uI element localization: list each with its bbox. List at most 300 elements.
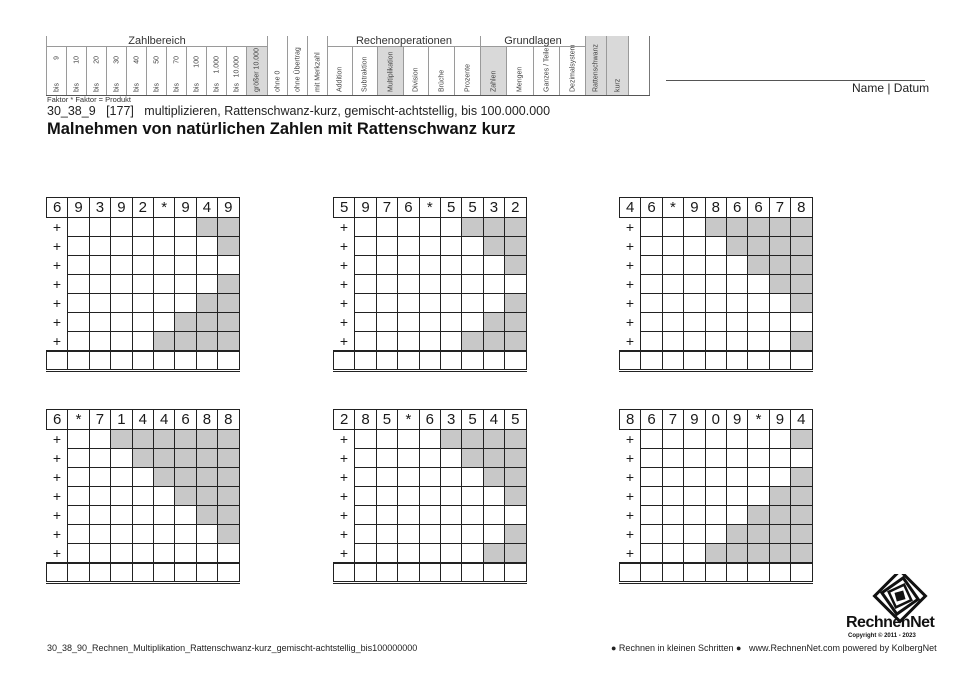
answer-cell[interactable] [132, 256, 153, 275]
answer-cell[interactable] [355, 525, 376, 544]
result-cell[interactable] [153, 351, 174, 371]
result-cell[interactable] [705, 351, 726, 371]
shaded-answer-cell[interactable] [726, 544, 747, 563]
result-cell[interactable] [748, 351, 769, 371]
answer-cell[interactable] [89, 449, 110, 468]
answer-cell[interactable] [376, 468, 397, 487]
answer-cell[interactable] [419, 544, 440, 563]
shaded-answer-cell[interactable] [218, 218, 239, 237]
result-cell[interactable] [47, 563, 68, 583]
answer-cell[interactable] [662, 256, 683, 275]
answer-cell[interactable] [419, 218, 440, 237]
answer-cell[interactable] [641, 487, 662, 506]
answer-cell[interactable] [705, 313, 726, 332]
answer-cell[interactable] [726, 313, 747, 332]
shaded-answer-cell[interactable] [791, 256, 812, 275]
answer-cell[interactable] [440, 506, 461, 525]
shaded-answer-cell[interactable] [175, 487, 196, 506]
shaded-answer-cell[interactable] [769, 237, 790, 256]
answer-cell[interactable] [111, 275, 132, 294]
answer-cell[interactable] [483, 487, 504, 506]
shaded-answer-cell[interactable] [505, 294, 526, 313]
answer-cell[interactable] [462, 294, 483, 313]
answer-cell[interactable] [641, 275, 662, 294]
answer-cell[interactable] [111, 218, 132, 237]
result-cell[interactable] [662, 351, 683, 371]
answer-cell[interactable] [218, 256, 239, 275]
shaded-answer-cell[interactable] [791, 468, 812, 487]
answer-cell[interactable] [89, 544, 110, 563]
answer-cell[interactable] [355, 256, 376, 275]
answer-cell[interactable] [111, 525, 132, 544]
answer-cell[interactable] [111, 506, 132, 525]
answer-cell[interactable] [483, 294, 504, 313]
answer-cell[interactable] [376, 218, 397, 237]
answer-cell[interactable] [355, 237, 376, 256]
shaded-answer-cell[interactable] [791, 506, 812, 525]
answer-cell[interactable] [68, 313, 89, 332]
answer-cell[interactable] [483, 525, 504, 544]
answer-cell[interactable] [376, 256, 397, 275]
answer-cell[interactable] [153, 294, 174, 313]
shaded-answer-cell[interactable] [505, 313, 526, 332]
result-cell[interactable] [218, 351, 239, 371]
answer-cell[interactable] [791, 449, 812, 468]
answer-cell[interactable] [419, 256, 440, 275]
result-cell[interactable] [419, 351, 440, 371]
answer-cell[interactable] [132, 468, 153, 487]
answer-cell[interactable] [376, 487, 397, 506]
shaded-answer-cell[interactable] [791, 525, 812, 544]
shaded-answer-cell[interactable] [769, 275, 790, 294]
answer-cell[interactable] [111, 544, 132, 563]
shaded-answer-cell[interactable] [483, 430, 504, 449]
shaded-answer-cell[interactable] [462, 332, 483, 351]
answer-cell[interactable] [748, 294, 769, 313]
answer-cell[interactable] [68, 332, 89, 351]
answer-cell[interactable] [132, 525, 153, 544]
answer-cell[interactable] [419, 313, 440, 332]
answer-cell[interactable] [398, 506, 419, 525]
answer-cell[interactable] [68, 430, 89, 449]
answer-cell[interactable] [684, 313, 705, 332]
answer-cell[interactable] [153, 506, 174, 525]
answer-cell[interactable] [462, 468, 483, 487]
answer-cell[interactable] [440, 487, 461, 506]
answer-cell[interactable] [641, 294, 662, 313]
answer-cell[interactable] [440, 449, 461, 468]
answer-cell[interactable] [769, 468, 790, 487]
result-cell[interactable] [684, 351, 705, 371]
shaded-answer-cell[interactable] [196, 468, 217, 487]
answer-cell[interactable] [641, 256, 662, 275]
shaded-answer-cell[interactable] [483, 218, 504, 237]
answer-cell[interactable] [175, 506, 196, 525]
shaded-answer-cell[interactable] [769, 487, 790, 506]
shaded-answer-cell[interactable] [505, 449, 526, 468]
result-cell[interactable] [791, 351, 812, 371]
answer-cell[interactable] [726, 275, 747, 294]
answer-cell[interactable] [641, 525, 662, 544]
answer-cell[interactable] [398, 430, 419, 449]
answer-cell[interactable] [89, 237, 110, 256]
answer-cell[interactable] [111, 313, 132, 332]
answer-cell[interactable] [440, 275, 461, 294]
shaded-answer-cell[interactable] [218, 506, 239, 525]
answer-cell[interactable] [705, 256, 726, 275]
answer-cell[interactable] [376, 275, 397, 294]
answer-cell[interactable] [705, 237, 726, 256]
answer-cell[interactable] [748, 275, 769, 294]
answer-cell[interactable] [196, 256, 217, 275]
answer-cell[interactable] [662, 525, 683, 544]
shaded-answer-cell[interactable] [218, 313, 239, 332]
answer-cell[interactable] [662, 218, 683, 237]
answer-cell[interactable] [684, 256, 705, 275]
shaded-answer-cell[interactable] [483, 449, 504, 468]
shaded-answer-cell[interactable] [748, 256, 769, 275]
answer-cell[interactable] [68, 218, 89, 237]
shaded-answer-cell[interactable] [218, 430, 239, 449]
answer-cell[interactable] [462, 237, 483, 256]
answer-cell[interactable] [641, 430, 662, 449]
result-cell[interactable] [132, 563, 153, 583]
answer-cell[interactable] [684, 275, 705, 294]
result-cell[interactable] [334, 563, 355, 583]
shaded-answer-cell[interactable] [791, 430, 812, 449]
answer-cell[interactable] [462, 506, 483, 525]
shaded-answer-cell[interactable] [726, 525, 747, 544]
answer-cell[interactable] [726, 332, 747, 351]
result-cell[interactable] [196, 563, 217, 583]
answer-cell[interactable] [153, 544, 174, 563]
answer-cell[interactable] [111, 332, 132, 351]
result-cell[interactable] [641, 563, 662, 583]
shaded-answer-cell[interactable] [196, 218, 217, 237]
shaded-answer-cell[interactable] [791, 275, 812, 294]
answer-cell[interactable] [483, 506, 504, 525]
answer-cell[interactable] [355, 430, 376, 449]
shaded-answer-cell[interactable] [483, 544, 504, 563]
answer-cell[interactable] [748, 313, 769, 332]
answer-cell[interactable] [132, 544, 153, 563]
answer-cell[interactable] [748, 468, 769, 487]
answer-cell[interactable] [705, 430, 726, 449]
answer-cell[interactable] [419, 275, 440, 294]
answer-cell[interactable] [132, 218, 153, 237]
answer-cell[interactable] [89, 468, 110, 487]
answer-cell[interactable] [132, 487, 153, 506]
shaded-answer-cell[interactable] [218, 237, 239, 256]
shaded-answer-cell[interactable] [196, 332, 217, 351]
answer-cell[interactable] [376, 506, 397, 525]
answer-cell[interactable] [355, 506, 376, 525]
answer-cell[interactable] [89, 218, 110, 237]
answer-cell[interactable] [398, 544, 419, 563]
answer-cell[interactable] [398, 218, 419, 237]
result-cell[interactable] [748, 563, 769, 583]
shaded-answer-cell[interactable] [462, 430, 483, 449]
answer-cell[interactable] [355, 313, 376, 332]
shaded-answer-cell[interactable] [196, 430, 217, 449]
answer-cell[interactable] [132, 313, 153, 332]
answer-cell[interactable] [398, 525, 419, 544]
result-cell[interactable] [153, 563, 174, 583]
answer-cell[interactable] [355, 544, 376, 563]
result-cell[interactable] [398, 351, 419, 371]
answer-cell[interactable] [726, 294, 747, 313]
shaded-answer-cell[interactable] [705, 218, 726, 237]
shaded-answer-cell[interactable] [483, 237, 504, 256]
answer-cell[interactable] [355, 468, 376, 487]
answer-cell[interactable] [398, 237, 419, 256]
answer-cell[interactable] [726, 487, 747, 506]
answer-cell[interactable] [684, 294, 705, 313]
shaded-answer-cell[interactable] [769, 218, 790, 237]
shaded-answer-cell[interactable] [505, 468, 526, 487]
shaded-answer-cell[interactable] [483, 313, 504, 332]
answer-cell[interactable] [68, 449, 89, 468]
shaded-answer-cell[interactable] [505, 525, 526, 544]
shaded-answer-cell[interactable] [483, 468, 504, 487]
answer-cell[interactable] [684, 332, 705, 351]
shaded-answer-cell[interactable] [218, 487, 239, 506]
answer-cell[interactable] [419, 449, 440, 468]
answer-cell[interactable] [748, 430, 769, 449]
answer-cell[interactable] [355, 294, 376, 313]
result-cell[interactable] [111, 351, 132, 371]
answer-cell[interactable] [355, 275, 376, 294]
answer-cell[interactable] [376, 525, 397, 544]
answer-cell[interactable] [505, 275, 526, 294]
shaded-answer-cell[interactable] [111, 430, 132, 449]
answer-cell[interactable] [398, 256, 419, 275]
answer-cell[interactable] [769, 313, 790, 332]
result-cell[interactable] [505, 351, 526, 371]
answer-cell[interactable] [662, 237, 683, 256]
shaded-answer-cell[interactable] [218, 294, 239, 313]
shaded-answer-cell[interactable] [440, 430, 461, 449]
answer-cell[interactable] [89, 487, 110, 506]
answer-cell[interactable] [462, 544, 483, 563]
answer-cell[interactable] [153, 313, 174, 332]
shaded-answer-cell[interactable] [483, 332, 504, 351]
answer-cell[interactable] [726, 449, 747, 468]
answer-cell[interactable] [196, 275, 217, 294]
answer-cell[interactable] [791, 313, 812, 332]
answer-cell[interactable] [483, 256, 504, 275]
result-cell[interactable] [726, 351, 747, 371]
answer-cell[interactable] [419, 430, 440, 449]
answer-cell[interactable] [748, 332, 769, 351]
answer-cell[interactable] [68, 506, 89, 525]
answer-cell[interactable] [440, 256, 461, 275]
answer-cell[interactable] [705, 468, 726, 487]
answer-cell[interactable] [89, 430, 110, 449]
result-cell[interactable] [505, 563, 526, 583]
answer-cell[interactable] [89, 256, 110, 275]
result-cell[interactable] [175, 351, 196, 371]
answer-cell[interactable] [684, 449, 705, 468]
answer-cell[interactable] [726, 256, 747, 275]
answer-cell[interactable] [769, 449, 790, 468]
answer-cell[interactable] [483, 275, 504, 294]
answer-cell[interactable] [153, 218, 174, 237]
shaded-answer-cell[interactable] [791, 332, 812, 351]
result-cell[interactable] [175, 563, 196, 583]
answer-cell[interactable] [218, 544, 239, 563]
answer-cell[interactable] [68, 468, 89, 487]
result-cell[interactable] [334, 351, 355, 371]
answer-cell[interactable] [132, 294, 153, 313]
answer-cell[interactable] [196, 544, 217, 563]
result-cell[interactable] [684, 563, 705, 583]
shaded-answer-cell[interactable] [153, 468, 174, 487]
answer-cell[interactable] [419, 332, 440, 351]
result-cell[interactable] [620, 351, 641, 371]
result-cell[interactable] [769, 563, 790, 583]
shaded-answer-cell[interactable] [748, 218, 769, 237]
answer-cell[interactable] [662, 544, 683, 563]
shaded-answer-cell[interactable] [505, 332, 526, 351]
answer-cell[interactable] [684, 237, 705, 256]
shaded-answer-cell[interactable] [705, 544, 726, 563]
answer-cell[interactable] [89, 525, 110, 544]
answer-cell[interactable] [662, 275, 683, 294]
shaded-answer-cell[interactable] [769, 506, 790, 525]
shaded-answer-cell[interactable] [153, 332, 174, 351]
result-cell[interactable] [641, 351, 662, 371]
shaded-answer-cell[interactable] [462, 449, 483, 468]
shaded-answer-cell[interactable] [462, 218, 483, 237]
answer-cell[interactable] [68, 487, 89, 506]
shaded-answer-cell[interactable] [748, 506, 769, 525]
answer-cell[interactable] [153, 525, 174, 544]
shaded-answer-cell[interactable] [505, 487, 526, 506]
shaded-answer-cell[interactable] [153, 449, 174, 468]
result-cell[interactable] [68, 563, 89, 583]
answer-cell[interactable] [705, 525, 726, 544]
result-cell[interactable] [376, 351, 397, 371]
shaded-answer-cell[interactable] [175, 468, 196, 487]
result-cell[interactable] [355, 351, 376, 371]
answer-cell[interactable] [175, 275, 196, 294]
answer-cell[interactable] [705, 275, 726, 294]
result-cell[interactable] [132, 351, 153, 371]
answer-cell[interactable] [68, 294, 89, 313]
answer-cell[interactable] [398, 313, 419, 332]
shaded-answer-cell[interactable] [791, 544, 812, 563]
answer-cell[interactable] [376, 449, 397, 468]
answer-cell[interactable] [89, 313, 110, 332]
answer-cell[interactable] [355, 487, 376, 506]
answer-cell[interactable] [641, 237, 662, 256]
answer-cell[interactable] [89, 332, 110, 351]
answer-cell[interactable] [132, 275, 153, 294]
result-cell[interactable] [483, 563, 504, 583]
answer-cell[interactable] [376, 544, 397, 563]
answer-cell[interactable] [398, 275, 419, 294]
shaded-answer-cell[interactable] [175, 449, 196, 468]
shaded-answer-cell[interactable] [218, 468, 239, 487]
answer-cell[interactable] [153, 487, 174, 506]
answer-cell[interactable] [111, 449, 132, 468]
shaded-answer-cell[interactable] [218, 275, 239, 294]
shaded-answer-cell[interactable] [153, 430, 174, 449]
answer-cell[interactable] [355, 332, 376, 351]
answer-cell[interactable] [462, 525, 483, 544]
shaded-answer-cell[interactable] [218, 449, 239, 468]
answer-cell[interactable] [662, 294, 683, 313]
answer-cell[interactable] [726, 506, 747, 525]
answer-cell[interactable] [89, 275, 110, 294]
shaded-answer-cell[interactable] [748, 544, 769, 563]
result-cell[interactable] [705, 563, 726, 583]
answer-cell[interactable] [419, 487, 440, 506]
answer-cell[interactable] [153, 275, 174, 294]
answer-cell[interactable] [748, 487, 769, 506]
answer-cell[interactable] [748, 449, 769, 468]
shaded-answer-cell[interactable] [505, 237, 526, 256]
result-cell[interactable] [218, 563, 239, 583]
result-cell[interactable] [462, 563, 483, 583]
answer-cell[interactable] [662, 313, 683, 332]
shaded-answer-cell[interactable] [726, 218, 747, 237]
shaded-answer-cell[interactable] [505, 430, 526, 449]
answer-cell[interactable] [419, 468, 440, 487]
answer-cell[interactable] [175, 294, 196, 313]
answer-cell[interactable] [68, 237, 89, 256]
answer-cell[interactable] [440, 313, 461, 332]
answer-cell[interactable] [769, 332, 790, 351]
answer-cell[interactable] [175, 544, 196, 563]
answer-cell[interactable] [376, 313, 397, 332]
answer-cell[interactable] [376, 294, 397, 313]
answer-cell[interactable] [662, 430, 683, 449]
answer-cell[interactable] [684, 525, 705, 544]
answer-cell[interactable] [462, 256, 483, 275]
answer-cell[interactable] [641, 449, 662, 468]
answer-cell[interactable] [376, 430, 397, 449]
answer-cell[interactable] [376, 237, 397, 256]
shaded-answer-cell[interactable] [218, 332, 239, 351]
answer-cell[interactable] [196, 237, 217, 256]
answer-cell[interactable] [462, 313, 483, 332]
answer-cell[interactable] [398, 487, 419, 506]
shaded-answer-cell[interactable] [175, 313, 196, 332]
result-cell[interactable] [355, 563, 376, 583]
shaded-answer-cell[interactable] [748, 525, 769, 544]
answer-cell[interactable] [132, 506, 153, 525]
shaded-answer-cell[interactable] [132, 449, 153, 468]
answer-cell[interactable] [111, 237, 132, 256]
answer-cell[interactable] [641, 506, 662, 525]
answer-cell[interactable] [662, 449, 683, 468]
answer-cell[interactable] [684, 487, 705, 506]
shaded-answer-cell[interactable] [791, 237, 812, 256]
answer-cell[interactable] [440, 332, 461, 351]
answer-cell[interactable] [684, 506, 705, 525]
answer-cell[interactable] [175, 256, 196, 275]
answer-cell[interactable] [355, 218, 376, 237]
answer-cell[interactable] [153, 237, 174, 256]
shaded-answer-cell[interactable] [196, 449, 217, 468]
answer-cell[interactable] [641, 332, 662, 351]
shaded-answer-cell[interactable] [505, 544, 526, 563]
result-cell[interactable] [791, 563, 812, 583]
result-cell[interactable] [620, 563, 641, 583]
result-cell[interactable] [196, 351, 217, 371]
